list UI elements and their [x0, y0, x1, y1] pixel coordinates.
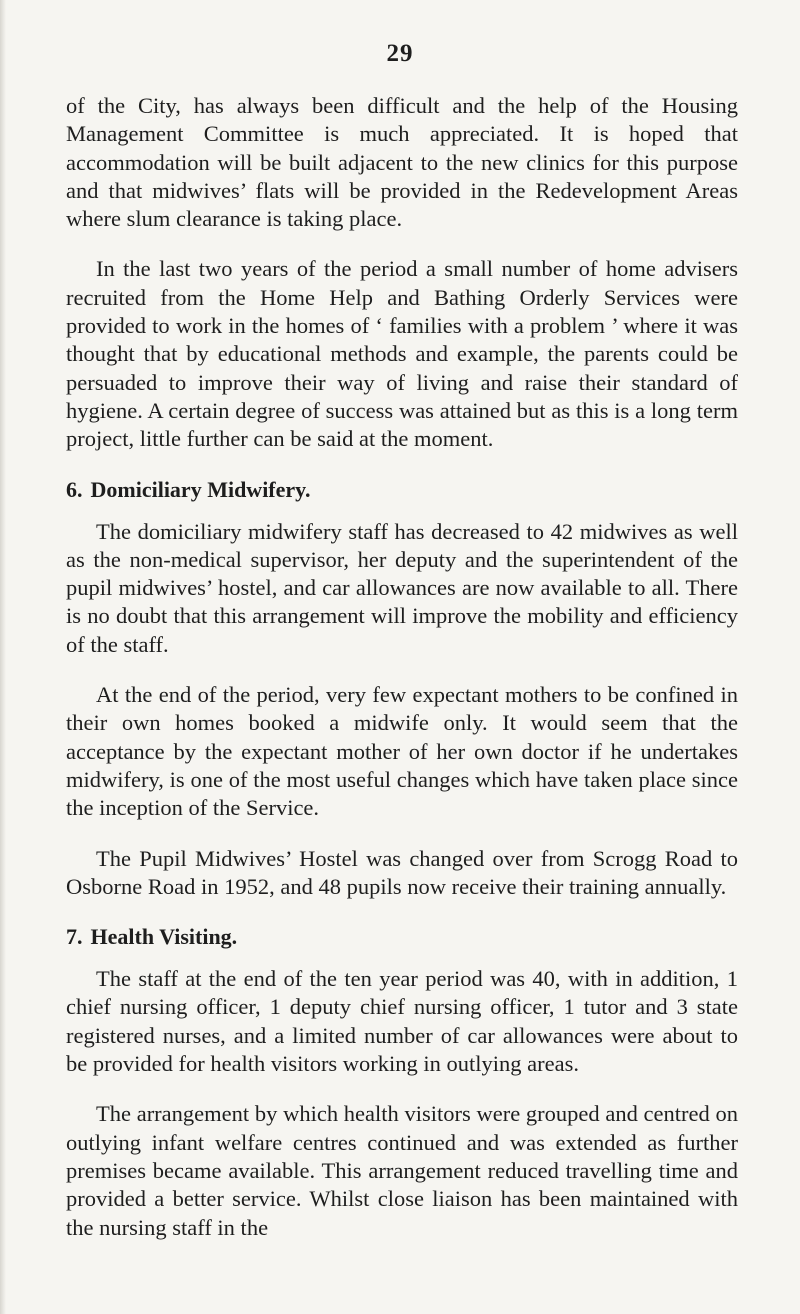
paragraph-expectant-mothers: At the end of the period, very few expectant mothers to be confined in their own homes booked a midwife only. It would seem that the acceptance by the expectant mother of her own doctor if he undertakes midwifery, is one of the most useful changes which have taken place since the inception of the Service. [66, 682, 738, 821]
section-title: Domiciliary Midwifery. [90, 476, 311, 502]
paragraph-pupil-hostel: The Pupil Midwives’ Hostel was changed over from Scrogg Road to Osborne Road in 1952, and 48 pupils now receive their training annually. [66, 845, 738, 899]
section-number: 6. [66, 476, 83, 502]
page-body [66, 92, 738, 1264]
section-heading-health-visiting [66, 923, 738, 951]
page-binding-edge [0, 0, 6, 1314]
paragraph-home-advisers: In the last two years of the period a small number of home advisers recruited from the Home Help and Bathing Orderly Services were provided to work in the homes of ‘ families with a problem ’ where it was thought that by educational methods and example, the parents could be persuaded to improve their way of living and raise their standard of hygiene. A certain degree of success was attained but as this is a long term project, little further can be said at the moment. [66, 256, 738, 452]
paragraph-continuation: of the City, has always been difficult and the help of the Housing Management Committee is much appreciated. It is hoped that accommodation will be built adjacent to the new clinics for this purpose and that midwives’ flats will be provided in the Redevelopment Areas where slum clearance is taking place. [66, 93, 738, 232]
page-number: 29 [386, 40, 414, 67]
section-title: Health Visiting. [90, 924, 238, 950]
paragraph-health-visiting-staff: The staff at the end of the ten year period was 40, with in addition, 1 chief nursing officer, 1 deputy chief nursing officer, 1 tutor and 3 state registered nurses, and a limited number of car allowances were about to be provided for health visitors working in outlying areas. [66, 966, 738, 1077]
paragraph-midwifery-staff: The domiciliary midwifery staff has decreased to 42 midwives as well as the non-medical supervisor, her deputy and the superintendent of the pupil midwives’ hostel, and car allowances are now available to all. There is no doubt that this arrangement will improve the mobility and efficiency of the staff. [66, 518, 738, 657]
paragraph-health-visitors-grouped: The arrangement by which health visitors were grouped and centred on outlying infant welfare centres continued and was extended as further premises became available. This arrangement reduced travelling time and provided a better service. Whilst close liaison has been maintained with the nursing staff in the [66, 1101, 738, 1240]
section-number: 7. [66, 924, 83, 950]
section-heading-domiciliary-midwifery [66, 476, 738, 504]
